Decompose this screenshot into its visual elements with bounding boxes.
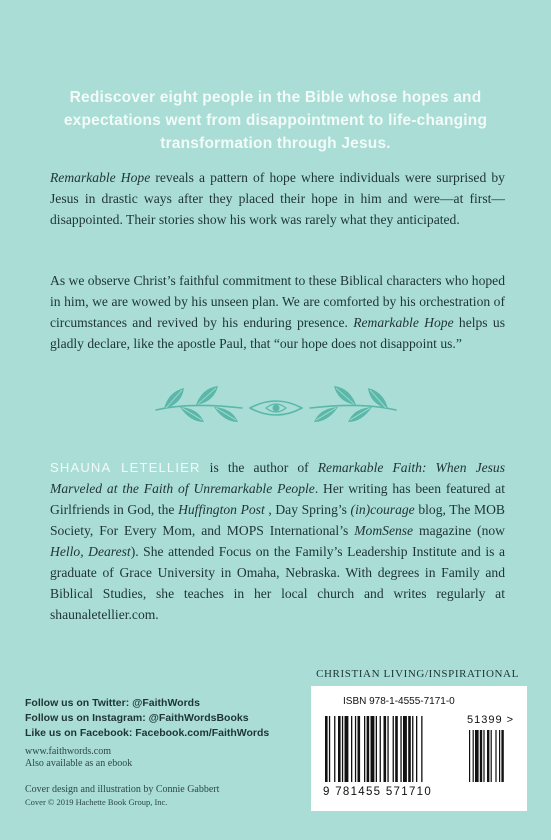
publication-name: Hello, Dearest <box>50 544 131 559</box>
copyright: Cover © 2019 Hachette Book Group, Inc. <box>25 797 168 807</box>
description-text-b: helps us gladly declare, like the apostle Paul, that “our hope does not disappoint us.” <box>50 315 505 351</box>
description-paragraph-2 <box>50 270 505 354</box>
price-code: 51399 > <box>467 714 515 726</box>
author-name: SHAUNA LETELLIER <box>50 460 201 475</box>
publication-name: MomSense <box>354 523 414 538</box>
category-label: CHRISTIAN LIVING/INSPIRATIONAL <box>316 668 519 680</box>
website: www.faithwords.com <box>25 746 112 757</box>
social-instagram: Follow us on Instagram: @FaithWordsBooks <box>25 712 249 724</box>
isbn-label: ISBN 978-1-4555-7171-0 <box>343 696 455 707</box>
bio-text: blog, The MOB Society, For Every Mom, and MOPS International’s <box>50 502 505 538</box>
description-paragraph-1 <box>50 167 505 230</box>
bio-text: , Day Spring’s <box>264 502 351 517</box>
description-text-a: As we observe Christ’s faithful commitment to these Biblical characters who hoped in him, we are wowed by his unseen plan. We are comforted by his orchestration of circumstances and revived by his enduring presence. <box>50 273 505 330</box>
bio-text: magazine (now <box>413 523 505 538</box>
author-bio <box>50 457 505 625</box>
publication-name: (in)courage <box>350 502 415 517</box>
bio-text: is the author of <box>200 460 318 475</box>
barcode-number: 9 781455 571710 <box>323 786 433 798</box>
bio-text: ). She attended Focus on the Family’s Leadership Institute and is a graduate of Grace University in Omaha, Nebraska. With degrees in Family and Biblical Studies, she teaches in her local church and writes regularly at shaunaletellier.com. <box>50 544 505 622</box>
previous-book-title: Remarkable Faith: When Jesus Marveled at the Faith of Unremarkable People <box>50 460 506 496</box>
publication-name: Huffington Post <box>178 502 265 517</box>
description-text: reveals a pattern of hope where individuals were surprised by Jesus in drastic ways after they placed their hope in him and were—at first—disappointed. Their stories show his work was rarely what they anticipated. <box>50 170 505 227</box>
social-twitter: Follow us on Twitter: @FaithWords <box>25 697 200 709</box>
tagline: Rediscover eight people in the Bible whose hopes and expectations went from disappointment to life-changing transformation through Jesus. <box>63 89 488 152</box>
ebook-note: Also available as an ebook <box>25 758 133 769</box>
book-title: Remarkable Hope <box>50 170 151 185</box>
cover-credit: Cover design and illustration by Connie Gabbert <box>25 784 220 795</box>
book-title: Remarkable Hope <box>353 315 454 330</box>
barcode-panel <box>311 686 527 811</box>
leaf-vine-ornament-icon <box>150 380 402 435</box>
bio-text: . Her writing has been featured at Girlfriends in God, the <box>50 481 505 517</box>
social-facebook: Like us on Facebook: Facebook.com/FaithWords <box>25 727 270 739</box>
